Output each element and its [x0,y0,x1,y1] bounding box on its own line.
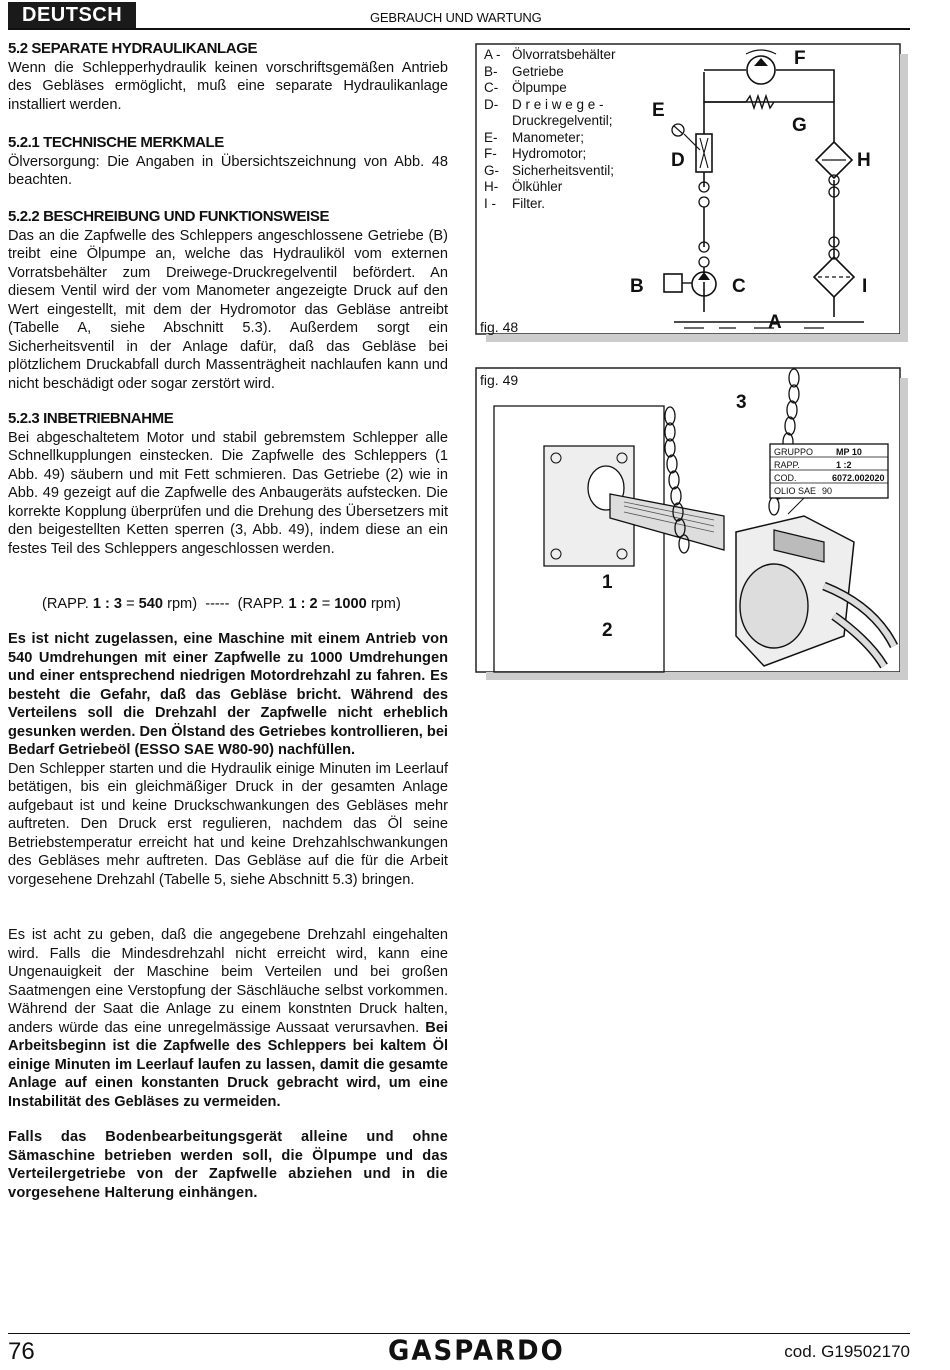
legend-item: H- Ölkühler [484,179,563,194]
legend-item: Druckregelventil; [512,113,613,128]
callout-2: 2 [602,620,613,641]
legend-item: A - Ölvorratsbehälter [484,47,616,62]
warning-text: Es ist nicht zugelassen, eine Maschine mit einem Antrieb von 540 Umdrehungen mit einer Zapfwelle zu 1000 Umdrehungen und einer entsprechend niedrigen Motordrehzahl zu fahren. Es besteht die Gefahr, daß das Gebläse bricht. Während des Verteilens soll die Drehzahl der Zapfwelle nicht erheblich gesunken werden. Den Ölstand des Getriebes kontrollieren, bei Bedarf Getriebeöl (ESSO SAE W80-90) nachfüllen. [8,631,448,758]
plate-value: MP 10 [836,447,862,457]
label-C: C [732,276,746,297]
pto-gearbox-illustration [474,366,910,680]
header-rule [8,28,910,30]
brand-logo: GASPARDO [388,1335,565,1367]
rapp-b-rpm: 1000 [334,596,367,612]
plate-key: RAPP. [774,460,800,470]
label-B: B [630,276,644,297]
speed-block [8,926,448,1111]
label-I: I [862,276,868,297]
callout-1: 1 [602,572,613,593]
label-F: F [794,48,806,69]
plate-key: COD. [774,473,797,483]
text-5-2: Wenn die Schlepperhydraulik keinen vorschriftsgemäßen Antrieb des Gebläses ermöglicht, muß eine separate Hydraulikanlage installiert werden. [8,59,448,113]
rapp-b-prefix: (RAPP. [237,596,289,612]
legend-item: F- Hydromotor; [484,146,587,161]
text-5-2-2: Das an die Zapfwelle des Schleppers angeschlossene Getriebe (B) treibt eine Ölpumpe an, welche das Hydrauliköl vom externen Vorratsbehälter zum Dreiwege-Druckregelventil befördert. An diesem Ventil wird der vom Manometer angezeigte Druck auf den Wert eingestellt, mit dem der Hydromotor das Gebläse antreibt (Tabelle A, siehe Abschnitt 5.3). Außerdem sorgt ein Sicherheitsventil in der Anlage dafür, daß das Gebläse bei plötzlichem Druckabfall durch Massenträgheit nachlaufen kann und nicht beschädigt oder sogar zerstört wird. [8,227,448,392]
rapp-a-ratio: 1 : 3 [92,596,123,612]
document-code: cod. G19502170 [784,1342,910,1361]
heading-5-2-3: 5.2.3 INBETRIEBNAHME [8,410,174,427]
section-5-2 [8,40,448,114]
plate-key: OLIO SAE [774,486,817,496]
speed-text: Es ist acht zu geben, daß die angegebene Drehzahl eingehalten wird. Falls die Mindesdrehzahl nicht erreicht wird, kann eine Ungenauigkeit der Maschine beim Verteilen und bei großen Saatmengen eine Verstopfung der Säschläuche selbst vorkommen. Während der Saat die Anlage zu einem konstnten Druck halten, anders würde das eine unregelmässige Aussaat verursavhen. [8,927,448,1036]
rapp-b-eq: = [317,596,335,612]
label-A: A [768,312,782,333]
heading-5-2: 5.2 SEPARATE HYDRAULIKANLAGE [8,40,258,57]
rapp-b-unit: rpm) [366,596,401,612]
label-D: D [671,150,685,171]
final-block [8,1128,448,1202]
label-E: E [652,100,665,121]
fig48-caption: fig. 48 [480,319,519,335]
rapp-b-ratio: 1 : 2 [288,596,318,612]
fig48-legend [484,47,616,212]
label-G: G [792,115,807,136]
section-header: GEBRAUCH UND WARTUNG [370,10,542,25]
rapp-a-prefix: (RAPP. [42,596,93,612]
label-H: H [857,150,871,171]
text-5-2-3: Bei abgeschaltetem Motor und stabil gebremstem Schlepper alle Schnellkupplungen einstecken. Die Zapfwelle des Schleppers (1 Abb. 49) säubern und mit Fett schmieren. Das Getriebe (2) wie in Abb. 49 gezeigt auf die Zapfwelle des Anbaugeräts aufstecken. Die korrekte Kopplung überprüfen und die Drehung des Übersetzers mit den beigestellten Ketten sperren (3, Abb. 49), indem diese an ein festes Teil des Schleppers angeschlossen werden. [8,429,448,557]
language-tab: DEUTSCH [8,2,136,28]
plate-value: 90 [822,486,833,496]
text-5-2-1: Ölversorgung: Die Angaben in Übersichtszeichnung von Abb. 48 beachten. [8,153,448,188]
legend-item: B- Getriebe [484,63,564,79]
plate-value: 1 :2 [836,460,852,470]
rapp-a-unit: rpm) [163,596,198,612]
heading-5-2-1: 5.2.1 TECHNISCHE MERKMALE [8,134,224,151]
legend-item: E- Manometer; [484,129,585,145]
page-number: 76 [8,1338,35,1365]
rating-plate [770,444,888,514]
plate-value: 6072.002020 [832,473,885,483]
speed-bold-text: Bei Arbeitsbeginn ist die Zapfwelle des Schleppers bei kaltem Öl einige Minuten im Leerlauf laufen zu lassen, damit die gesamte Anlage auf einen konstanten Druck gebracht wird, um eine Instabilität des Gebläses zu vermeiden. [8,1019,448,1110]
rapp-separator: ----- [197,596,238,612]
plate-key: GRUPPO [774,447,814,457]
rapp-a-rpm: 540 [138,596,164,612]
legend-item: I - Filter. [484,195,546,211]
section-5-2-3 [8,410,448,558]
fig49-caption: fig. 49 [480,372,519,388]
final-bold-paragraph: Falls das Bodenbearbeitungsgerät alleine und ohne Sämaschine betrieben werden soll, die Ölpumpe und das Verteilergetriebe von der Zapfwelle abziehen und in die vorgesehene Halterung einhängen. [8,1129,448,1201]
rapp-line [42,595,462,614]
legend-item: C- Ölpumpe [484,80,567,95]
rapp-a-eq: = [122,596,139,612]
section-5-2-1 [8,134,448,190]
speed-paragraph [8,926,448,1111]
warning-block [8,630,448,889]
start-paragraph: Den Schlepper starten und die Hydraulik einige Minuten im Leerlauf betätigen, bis ein gleichmäßiger Druck in der gesamten Anlage aufgebaut ist und keine Druckschwankungen des Gebläses mehr auftreten. Den Druck erst regulieren, nachdem das Öl seine Betriebstemperatur erreicht hat und keine Drehzahlschwankungen des Gebläses mehr auftreten. Das Gebläse auf die für die Arbeit vorgesehene Drehzahl (Tabelle 5, siehe Abschnitt 5.3) bringen. [8,760,448,888]
legend-item: D- D r e i w e g e - [484,96,604,112]
footer-rule [8,1333,910,1334]
legend-item: G- Sicherheitsventil; [484,162,615,178]
gearbox-symbol [664,274,682,292]
heading-5-2-2: 5.2.2 BESCHREIBUNG UND FUNKTIONSWEISE [8,208,330,225]
section-5-2-2 [8,208,448,393]
callout-3: 3 [736,392,747,413]
